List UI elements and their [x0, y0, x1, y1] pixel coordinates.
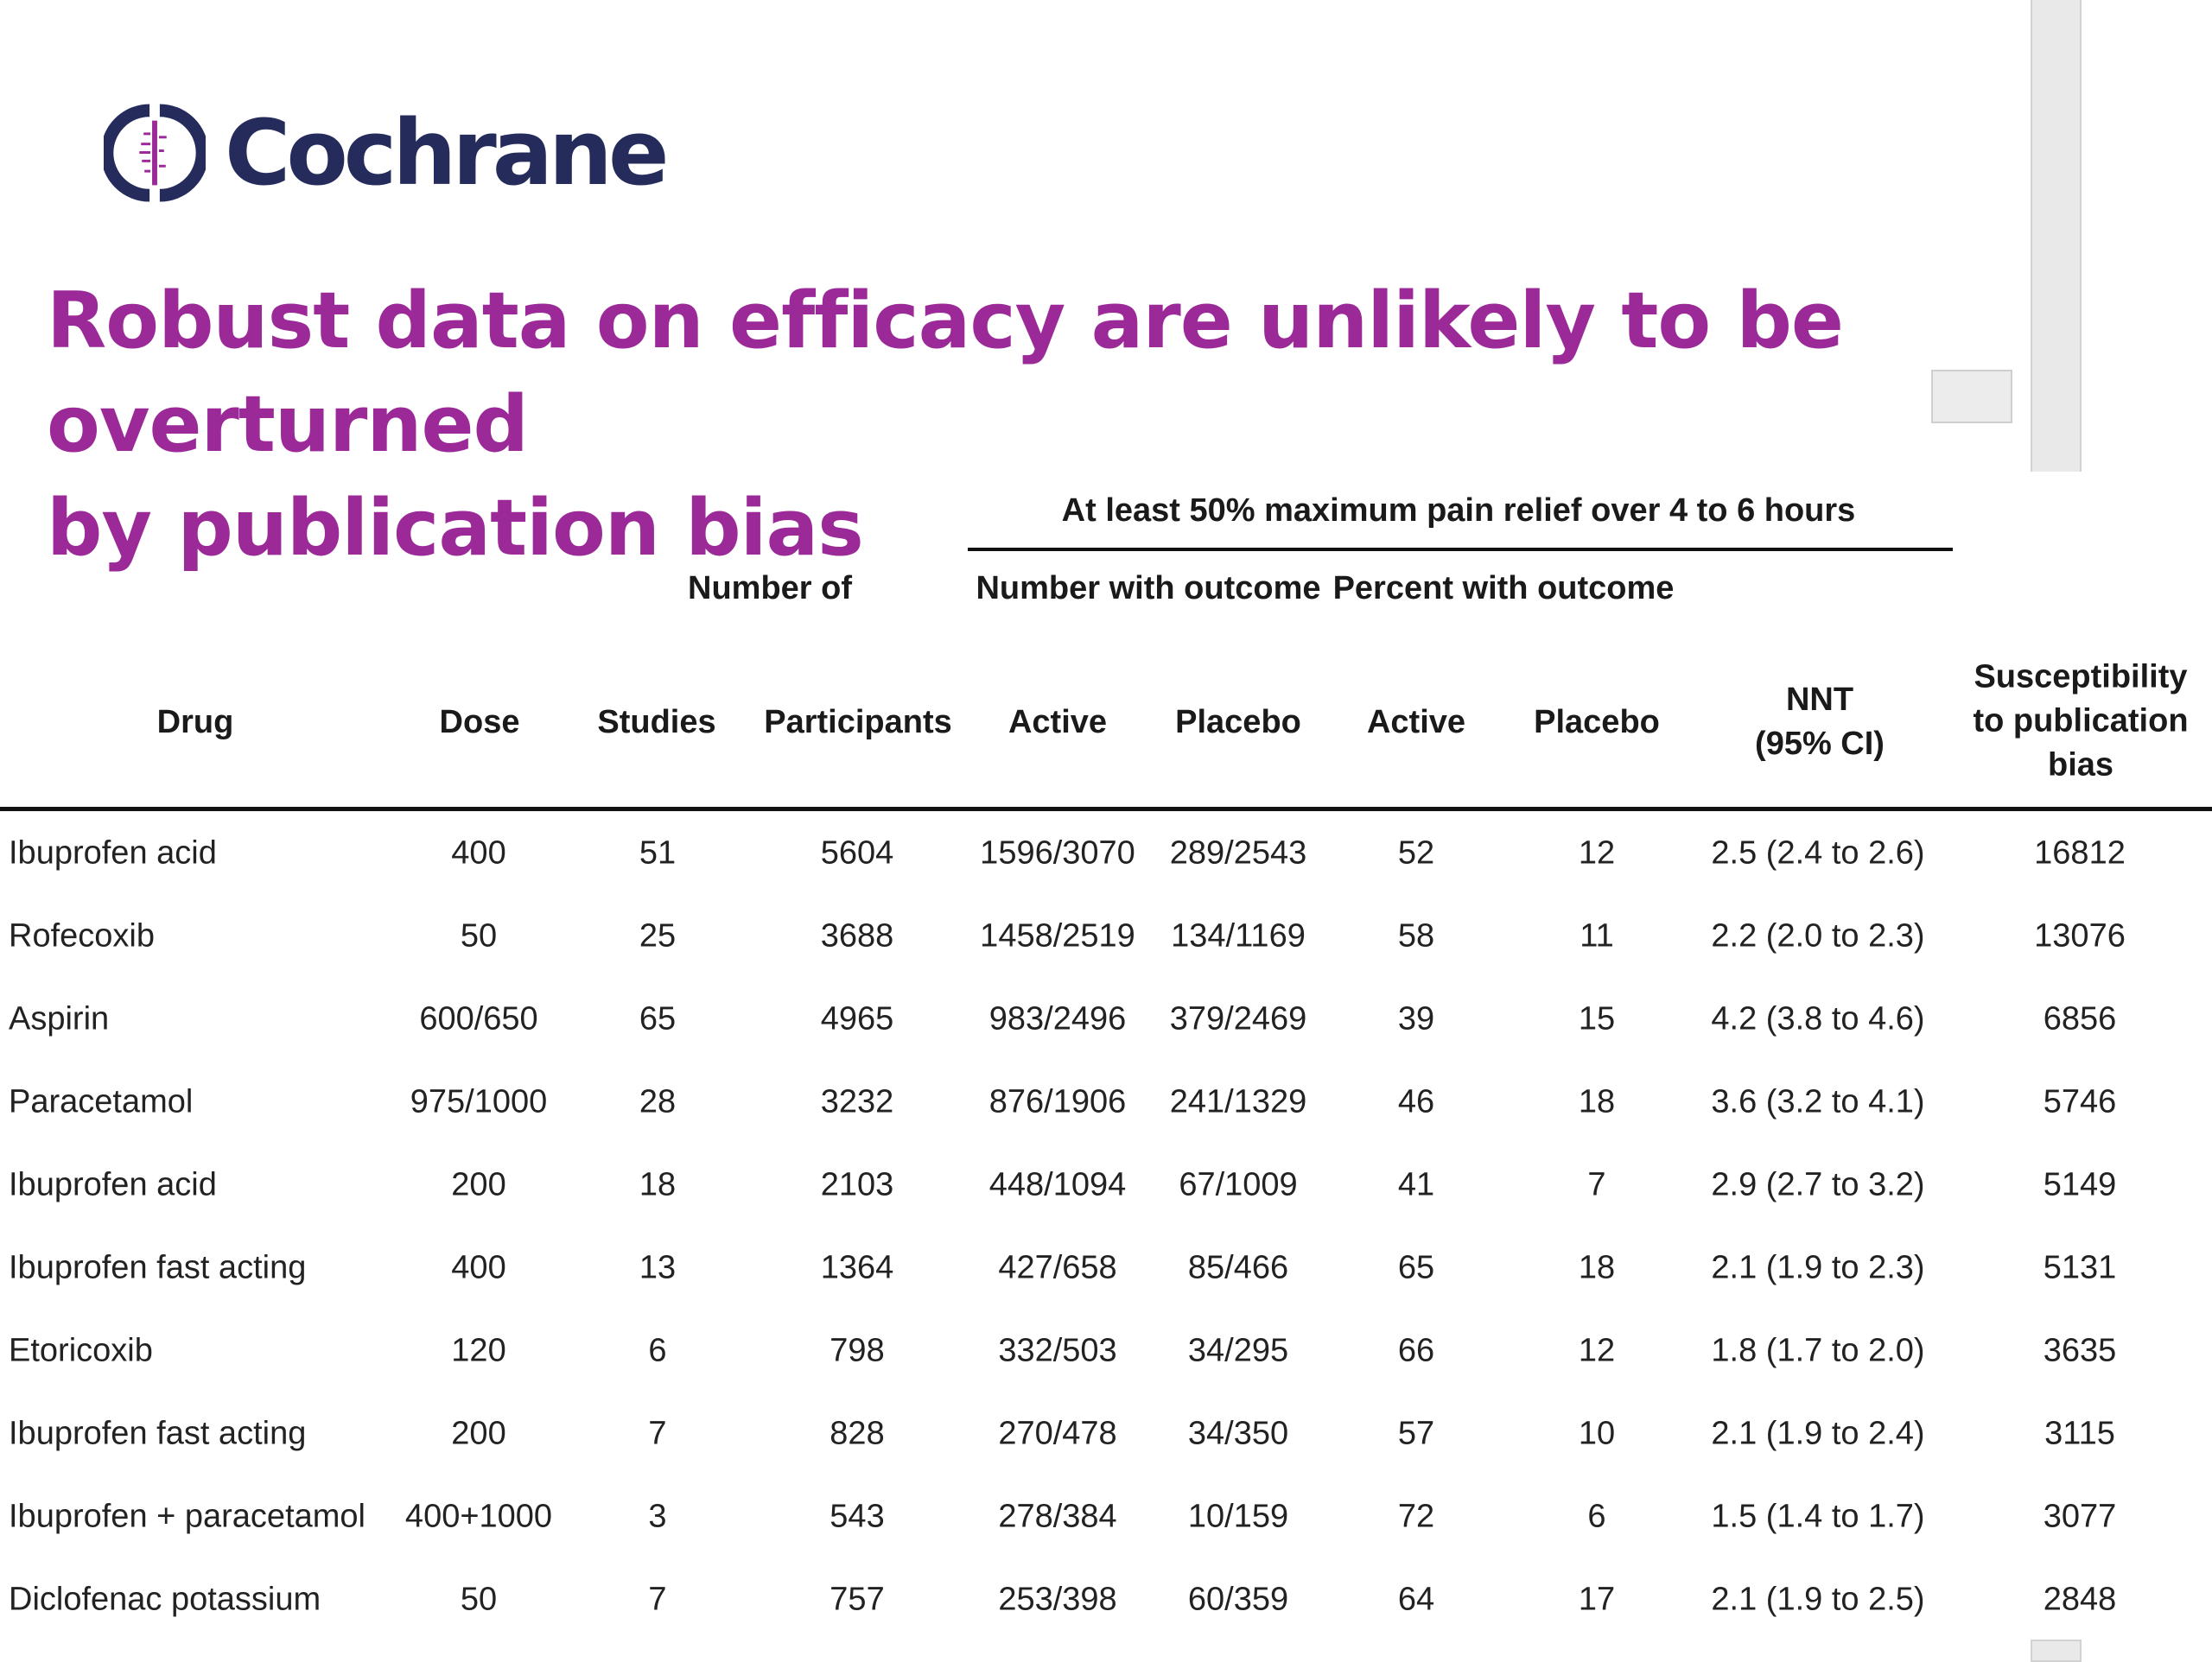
- cell-placebo: 379/2469: [1169, 1000, 1307, 1037]
- cell-dose: 400: [451, 1249, 506, 1286]
- cell-susceptibility: 16812: [2034, 834, 2126, 872]
- cell-susceptibility: 5746: [2043, 1083, 2117, 1120]
- cell-studies: 3: [648, 1498, 667, 1535]
- col-header-dose: Dose: [439, 704, 520, 740]
- cell-susceptibility: 5131: [2043, 1249, 2117, 1286]
- cell-susceptibility: 13076: [2034, 917, 2126, 955]
- cell-nnt: 2.5 (2.4 to 2.6): [1711, 834, 1925, 872]
- cell-participants: 798: [830, 1332, 885, 1369]
- scroll-handle[interactable]: [1931, 370, 2012, 423]
- cochrane-logo: [104, 102, 665, 204]
- header-rule: [0, 807, 2212, 811]
- col-header-nnt: [1755, 678, 1885, 766]
- cell-active-percent: 41: [1397, 1166, 1435, 1203]
- cell-placebo-percent: 7: [1587, 1166, 1606, 1203]
- cell-susceptibility: 3635: [2043, 1332, 2117, 1369]
- cell-active-percent: 64: [1397, 1581, 1435, 1618]
- cell-placebo: 67/1009: [1179, 1166, 1298, 1203]
- title-line-2: by publication bias: [47, 483, 863, 574]
- page-title: [47, 270, 2034, 580]
- cell-studies: 28: [639, 1083, 677, 1120]
- scrollbar-bottom[interactable]: [2031, 1640, 2082, 1662]
- susceptibility-label-1: Susceptibility: [1974, 658, 2188, 695]
- cell-participants: 2103: [820, 1166, 894, 1203]
- cell-susceptibility: 3115: [2044, 1415, 2115, 1452]
- cell-drug: Diclofenac potassium: [9, 1581, 321, 1618]
- cell-active: 1596/3070: [980, 834, 1135, 872]
- cell-active-percent: 57: [1397, 1415, 1435, 1452]
- cell-active: 332/503: [998, 1332, 1117, 1369]
- cell-nnt: 2.1 (1.9 to 2.5): [1711, 1581, 1925, 1618]
- cell-placebo-percent: 18: [1578, 1083, 1616, 1120]
- cell-dose: 200: [451, 1415, 506, 1452]
- cell-participants: 4965: [820, 1000, 894, 1037]
- cell-susceptibility: 3077: [2043, 1498, 2117, 1535]
- cell-drug: Paracetamol: [9, 1083, 194, 1120]
- cell-participants: 3232: [820, 1083, 894, 1120]
- cell-placebo: 34/350: [1187, 1415, 1289, 1452]
- number-with-outcome-header: Number with outcome: [976, 570, 1321, 606]
- cell-participants: 543: [830, 1498, 885, 1535]
- title-line-1: Robust data on efficacy are unlikely to be overturned: [47, 276, 1843, 470]
- cell-drug: Rofecoxib: [9, 917, 155, 955]
- cell-nnt: 1.5 (1.4 to 1.7): [1711, 1498, 1925, 1535]
- cell-participants: 5604: [820, 834, 894, 872]
- cell-placebo: 34/295: [1187, 1332, 1289, 1369]
- cell-dose: 200: [451, 1166, 506, 1203]
- cell-nnt: 4.2 (3.8 to 4.6): [1711, 1000, 1925, 1037]
- cell-active-percent: 65: [1397, 1249, 1435, 1286]
- cell-dose: 50: [460, 1581, 498, 1618]
- cell-placebo-percent: 12: [1578, 834, 1616, 872]
- cell-placebo: 85/466: [1187, 1249, 1289, 1286]
- col-header-participants: Participants: [764, 704, 952, 740]
- nnt-label: NNT: [1785, 682, 1854, 718]
- cell-dose: 400: [451, 834, 506, 872]
- cell-active: 253/398: [998, 1581, 1117, 1618]
- cell-studies: 7: [648, 1581, 667, 1618]
- cell-studies: 18: [639, 1166, 677, 1203]
- cell-placebo-percent: 10: [1578, 1415, 1616, 1452]
- cell-susceptibility: 6856: [2043, 1000, 2117, 1037]
- cell-active: 270/478: [998, 1415, 1117, 1452]
- cell-nnt: 2.2 (2.0 to 2.3): [1711, 917, 1925, 955]
- cell-studies: 65: [639, 1000, 677, 1037]
- col-header-susceptibility: [1973, 656, 2188, 788]
- cell-nnt: 2.1 (1.9 to 2.3): [1711, 1249, 1925, 1286]
- cell-active: 278/384: [998, 1498, 1117, 1535]
- cell-nnt: 3.6 (3.2 to 4.1): [1711, 1083, 1925, 1120]
- cell-participants: 3688: [820, 917, 894, 955]
- cell-placebo-percent: 6: [1587, 1498, 1606, 1535]
- percent-with-outcome-header: Percent with outcome: [1332, 570, 1675, 606]
- susceptibility-label-3: bias: [2047, 746, 2114, 783]
- cell-placebo-percent: 12: [1578, 1332, 1616, 1369]
- cell-active-percent: 58: [1397, 917, 1435, 955]
- cell-placebo-percent: 15: [1578, 1000, 1616, 1037]
- cell-drug: Ibuprofen fast acting: [9, 1415, 307, 1452]
- cell-active: 427/658: [998, 1249, 1117, 1286]
- cell-drug: Aspirin: [9, 1000, 110, 1037]
- cell-placebo-percent: 11: [1580, 917, 1614, 955]
- group-header: At least 50% maximum pain relief over 4 to 6 hours: [1061, 492, 1856, 529]
- cell-placebo: 134/1169: [1171, 917, 1306, 955]
- cell-active-percent: 66: [1397, 1332, 1435, 1369]
- cell-susceptibility: 5149: [2043, 1166, 2117, 1203]
- cell-placebo-percent: 17: [1578, 1581, 1616, 1618]
- cell-active-percent: 52: [1397, 834, 1435, 872]
- cell-drug: Etoricoxib: [9, 1332, 153, 1369]
- cell-participants: 828: [830, 1415, 885, 1452]
- col-header-studies: Studies: [597, 704, 716, 740]
- cochrane-logo-icon: [104, 102, 206, 204]
- cell-placebo: 60/359: [1187, 1581, 1289, 1618]
- cell-active: 983/2496: [988, 1000, 1127, 1037]
- cell-dose: 400+1000: [404, 1498, 553, 1535]
- cell-active-percent: 46: [1397, 1083, 1435, 1120]
- cell-nnt: 2.1 (1.9 to 2.4): [1711, 1415, 1925, 1452]
- cell-placebo: 10/159: [1187, 1498, 1289, 1535]
- number-of-header: Number of: [688, 570, 852, 606]
- cell-placebo-percent: 18: [1578, 1249, 1616, 1286]
- cell-active: 1458/2519: [980, 917, 1135, 955]
- cell-studies: 6: [648, 1332, 667, 1369]
- cell-active: 876/1906: [988, 1083, 1127, 1120]
- logo-wordmark: Cochrane: [225, 100, 665, 206]
- cell-susceptibility: 2848: [2043, 1581, 2117, 1618]
- susceptibility-label-2: to publication: [1973, 702, 2189, 739]
- cell-active-percent: 72: [1397, 1498, 1435, 1535]
- col-header-drug: Drug: [156, 704, 234, 740]
- cell-dose: 120: [451, 1332, 506, 1369]
- vertical-scrollbar[interactable]: [2031, 0, 2082, 472]
- cell-studies: 7: [648, 1415, 667, 1452]
- cell-placebo: 289/2543: [1169, 834, 1307, 872]
- cell-dose: 600/650: [419, 1000, 538, 1037]
- col-header-placebo: Placebo: [1175, 704, 1301, 740]
- cell-active: 448/1094: [988, 1166, 1127, 1203]
- cell-dose: 50: [460, 917, 498, 955]
- cell-participants: 1364: [820, 1249, 894, 1286]
- col-header-active-percent: Active: [1366, 704, 1466, 740]
- cell-drug: Ibuprofen acid: [9, 1166, 217, 1203]
- cell-studies: 13: [639, 1249, 677, 1286]
- cell-dose: 975/1000: [410, 1083, 548, 1120]
- cell-nnt: 1.8 (1.7 to 2.0): [1711, 1332, 1925, 1369]
- cell-studies: 25: [639, 917, 677, 955]
- cell-drug: Ibuprofen + paracetamol: [9, 1498, 365, 1535]
- cell-active-percent: 39: [1397, 1000, 1435, 1037]
- cell-placebo: 241/1329: [1169, 1083, 1307, 1120]
- nnt-ci-label: (95% CI): [1755, 726, 1885, 762]
- cell-drug: Ibuprofen fast acting: [9, 1249, 307, 1286]
- col-header-active: Active: [1007, 704, 1108, 740]
- cell-studies: 51: [639, 834, 677, 872]
- cell-nnt: 2.9 (2.7 to 3.2): [1711, 1166, 1925, 1203]
- cell-participants: 757: [830, 1581, 885, 1618]
- cell-drug: Ibuprofen acid: [9, 834, 217, 872]
- group-header-rule: [968, 548, 1953, 551]
- col-header-placebo-percent: Placebo: [1534, 704, 1660, 740]
